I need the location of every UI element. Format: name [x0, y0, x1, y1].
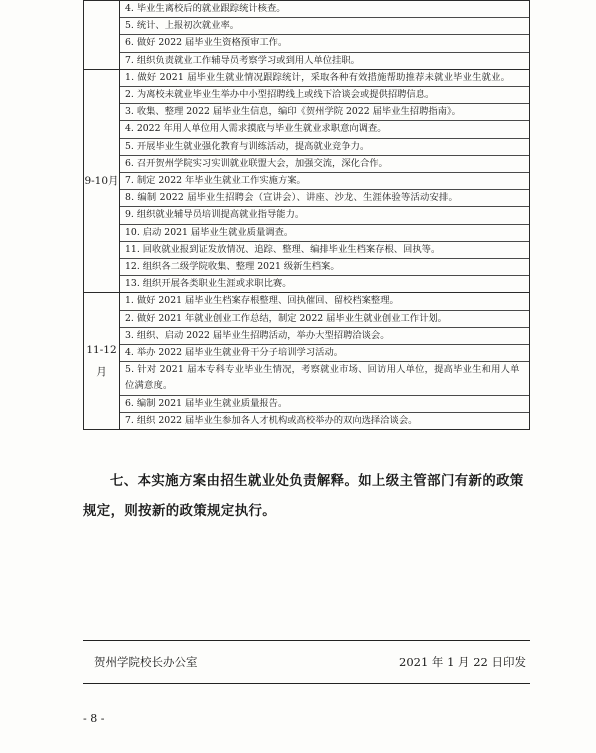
list-item: 11. 回收就业报到证发放情况、追踪、整理、编排毕业生档案存根、回执等。: [120, 241, 529, 258]
list-item: 2. 为离校未就业毕业生举办中小型招聘线上或线下洽谈会或提供招聘信息。: [120, 86, 529, 103]
list-item: 6. 做好 2022 届毕业生资格预审工作。: [120, 34, 529, 51]
list-item: 9. 组织就业辅导员培训提高就业指导能力。: [120, 206, 529, 223]
list-item: 6. 编制 2021 届毕业生就业质量报告。: [120, 395, 529, 412]
schedule-table: [83, 0, 530, 430]
list-item: 4. 2022 年用人单位用人需求摸底与毕业生就业求职意向调查。: [120, 120, 529, 137]
list-item: 10. 启动 2021 届毕业生就业质量调查。: [120, 224, 529, 241]
list-item: 12. 组织各二级学院收集、整理 2021 级新生档案。: [120, 258, 529, 275]
list-item: 7. 制定 2022 年毕业生就业工作实施方案。: [120, 172, 529, 189]
items-cell: [120, 293, 530, 430]
list-item: 7. 组织 2022 届毕业生参加各人才机构或高校举办的双向选择洽谈会。: [120, 412, 529, 429]
footer-top-rule: [83, 640, 530, 641]
list-item: 5. 针对 2021 届本专科专业毕业生情况，考察就业市场、回访用人单位，提高毕业生和用人单位满意度。: [120, 361, 529, 394]
list-item: 1. 做好 2021 届毕业生档案存根整理、回执催回、留校档案整理。: [125, 295, 399, 307]
month-cell: 9-10月: [84, 69, 120, 293]
list-item: 8. 编制 2022 届毕业生招聘会（宣讲会）、讲座、沙龙、生涯体验等活动安排。: [120, 189, 529, 206]
list-item: 4. 举办 2022 届毕业生就业骨干分子培训学习活动。: [120, 344, 529, 361]
schedule-row: [84, 69, 530, 293]
month-cell: 11-12月: [84, 293, 120, 430]
list-item: 4. 毕业生离校后的就业跟踪统计核查。: [125, 3, 286, 14]
schedule-row: [84, 293, 530, 430]
footer-bottom-rule: [83, 683, 530, 684]
page-number: - 8 -: [83, 712, 105, 725]
schedule-body: [84, 1, 530, 430]
closing-paragraph: 七、本实施方案由招生就业处负责解释。如上级主管部门有新的政策规定，则按新的政策规定执行。: [83, 474, 524, 519]
list-item: 6. 召开贺州学院实习实训就业联盟大会，加强交流，深化合作。: [120, 155, 529, 172]
items-cell: [120, 69, 530, 293]
list-item: 3. 收集、整理 2022 届毕业生信息，编印《贺州学院 2022 届毕业生招聘指南》。: [120, 103, 529, 120]
list-item: 1. 做好 2021 届毕业生就业情况跟踪统计，采取各种有效措施帮助推荐未就业毕业生就业。: [125, 71, 511, 83]
schedule-row: [84, 1, 530, 70]
month-cell: [84, 1, 120, 70]
list-item: 2. 做好 2021 年就业创业工作总结，制定 2022 届毕业生就业创业工作计划。: [120, 310, 529, 327]
footer-date: 2021 年 1 月 22 日印发: [399, 655, 526, 669]
list-item: 7. 组织负责就业工作辅导员考察学习或到用人单位挂职。: [120, 52, 529, 69]
list-item: 3. 组织、启动 2022 届毕业生招聘活动，举办大型招聘洽谈会。: [120, 327, 529, 344]
list-item: 5. 开展毕业生就业强化教育与训练活动，提高就业竞争力。: [120, 138, 529, 155]
items-cell: [120, 1, 530, 70]
list-item: 5. 统计、上报初次就业率。: [120, 17, 529, 34]
footer-issuer: 贺州学院校长办公室: [94, 655, 198, 669]
list-item: 13. 组织开展各类职业生涯或求职比赛。: [120, 275, 529, 292]
